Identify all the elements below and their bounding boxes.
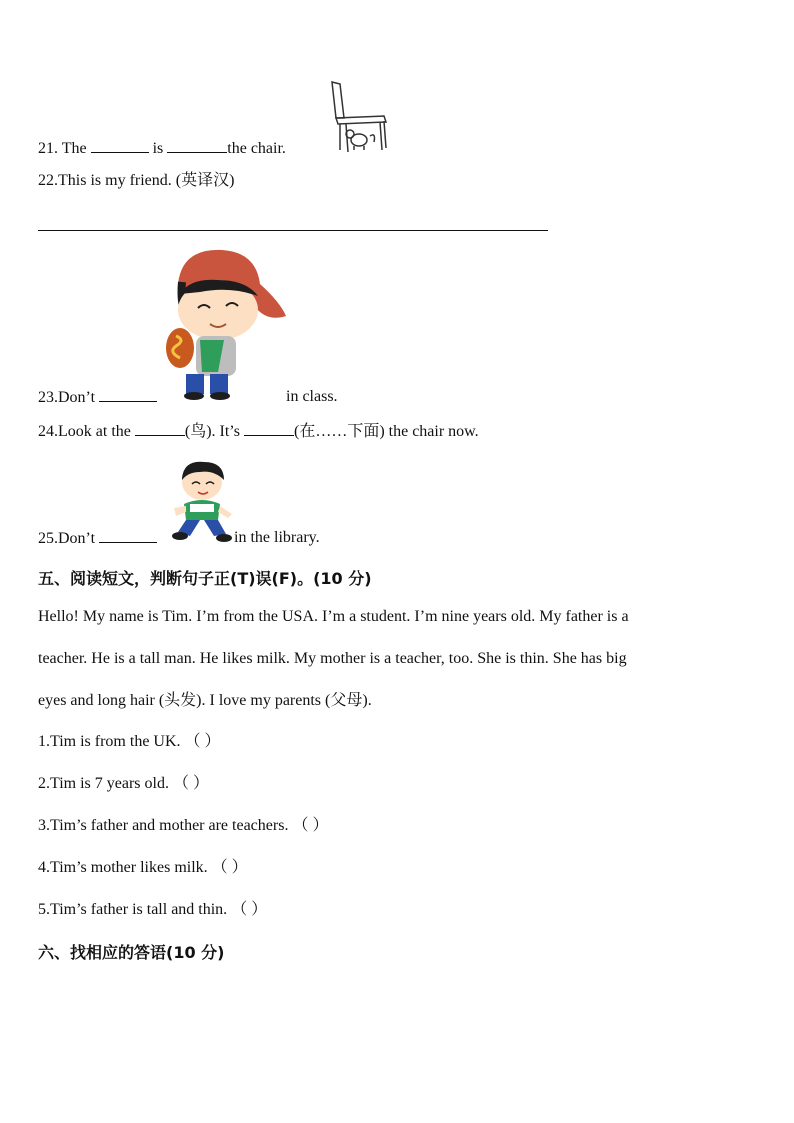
judgement-question <box>38 721 738 763</box>
answer-blank[interactable] <box>91 138 149 153</box>
question-text: 5.Tim’s father is tall and thin. <box>38 901 228 918</box>
question-21 <box>38 138 286 159</box>
q23-text-end: in class. <box>286 388 338 405</box>
answer-parenthesis[interactable]: （ ） <box>231 901 268 918</box>
question-24 <box>38 421 479 442</box>
answer-blank[interactable] <box>135 421 185 436</box>
reading-passage <box>38 596 738 722</box>
question-25 <box>38 528 157 549</box>
judgement-question <box>38 763 738 805</box>
section-6-title: 六、找相应的答语(10 分) <box>38 943 225 962</box>
passage-line: Hello! My name is Tim. I’m from the USA. I’m a student. I’m nine years old. My father is a <box>38 608 629 625</box>
boy-running-illustration <box>170 458 236 544</box>
q25-text-end: in the library. <box>234 529 320 546</box>
judgement-question <box>38 805 738 847</box>
boy-eating-illustration <box>160 244 290 402</box>
question-text: 1.Tim is from the UK. <box>38 733 181 750</box>
judgement-question <box>38 847 738 889</box>
q25-text-start: 25.Don’t <box>38 530 100 547</box>
q24-text-start: 24.Look at the <box>38 423 135 440</box>
chair-with-dog-illustration <box>326 78 390 154</box>
q23-text-start: 23.Don’t <box>38 389 100 406</box>
question-23 <box>38 387 157 408</box>
q24-text-end: (在……下面) the chair now. <box>293 423 479 440</box>
judgement-questions <box>38 721 738 931</box>
answer-blank[interactable] <box>167 138 227 153</box>
answer-parenthesis[interactable]: （ ） <box>172 775 209 792</box>
q21-text-start: . The <box>54 140 91 157</box>
q21-text-mid: is <box>152 140 168 157</box>
question-text: 4.Tim’s mother likes milk. <box>38 859 208 876</box>
answer-blank[interactable] <box>244 421 294 436</box>
passage-line: teacher. He is a tall man. He likes milk. My mother is a teacher, too. She is thin. She has big <box>38 650 627 667</box>
section-5-title: 五、阅读短文，判断句子正(T)误(F)。(10 分) <box>38 569 372 588</box>
question-text: 3.Tim’s father and mother are teachers. <box>38 817 289 834</box>
answer-line[interactable] <box>38 230 548 231</box>
answer-parenthesis[interactable]: （ ） <box>211 859 248 876</box>
q24-text-mid: (鸟). It’s <box>184 423 244 440</box>
q21-number: 21 <box>38 140 54 157</box>
passage-line: eyes and long hair (头发). I love my parents (父母). <box>38 692 372 709</box>
answer-blank[interactable] <box>99 528 157 543</box>
q21-text-end: the chair. <box>227 140 286 157</box>
judgement-question <box>38 889 738 931</box>
question-text: 2.Tim is 7 years old. <box>38 775 169 792</box>
answer-parenthesis[interactable]: （ ） <box>292 817 329 834</box>
question-22: 22.This is my friend. (英译汉) <box>38 172 235 189</box>
answer-blank[interactable] <box>99 387 157 402</box>
answer-parenthesis[interactable]: （ ） <box>184 733 221 750</box>
